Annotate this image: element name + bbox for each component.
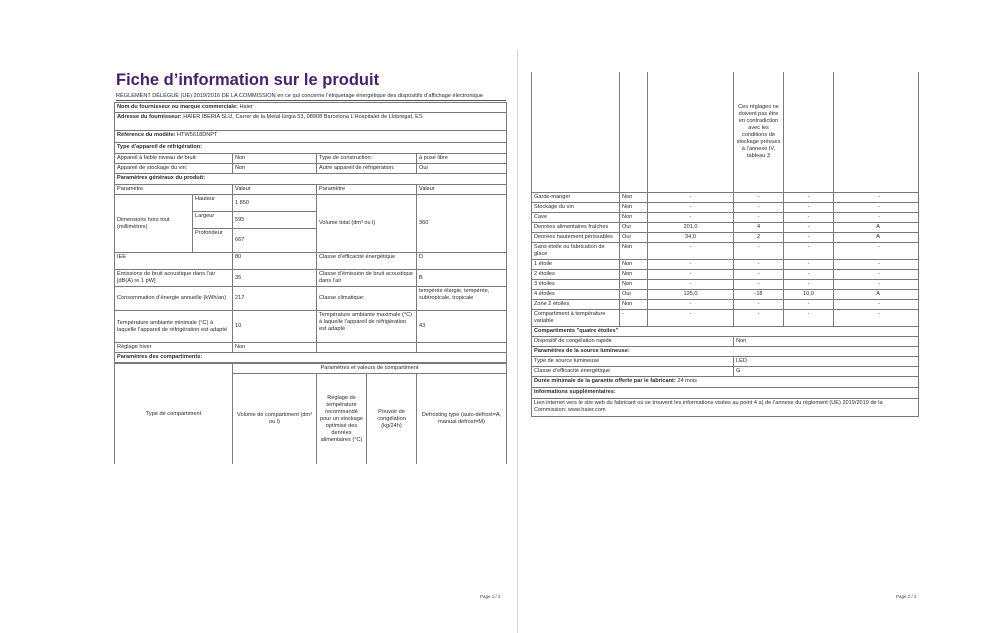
document-title: Fiche d’information sur le produit [116,71,380,89]
light-type-label: Type de source lumineuse [532,357,734,367]
winter-label: Réglage hiver [115,343,233,353]
compartment-temp-cell: - [734,280,784,290]
fast-freeze-label: Dispositif de congélation rapide [532,337,734,347]
eei-row [115,253,507,270]
low-noise-label: Appareil à faible niveau de bruit: [115,154,233,164]
compartment-row [532,280,919,290]
page-divider [517,50,518,633]
compartment-present-cell: Non [620,260,648,270]
compartment-temp-cell: - [734,300,784,310]
compartment-freeze-cell: - [784,243,834,260]
climate-value: tempérée élargie, tempérée, subtropicale, tropicale [417,287,507,311]
compartment-defrost-cell: - [834,280,919,290]
energy-class-value: D [417,253,507,270]
compartment-defrost-cell: - [834,243,919,260]
compartment-volume-cell: - [648,260,734,270]
compartment-row [532,260,919,270]
compartment-present-cell: - [620,310,648,327]
page-number-1: Page 1 / 2 [480,594,501,599]
comp-type-header: Type de compartiment [115,364,233,465]
compartment-row [532,193,919,203]
compartment-defrost-cell: A [834,233,919,243]
compartment-defrost-cell: - [834,213,919,223]
comp-temp-header: Réglage de température recommandé pour un stockage optimisé des denrées alimentaires (°C) [317,374,367,465]
compartment-values-table [531,72,919,327]
compartment-freeze-cell: 10,0 [784,290,834,300]
compartment-volume-cell: 201,0 [648,223,734,233]
model-label: Référence du modèle: [117,132,176,138]
compartment-temp-cell: - [734,310,784,327]
total-volume-value: 360 [417,195,507,253]
compartment-freeze-cell: - [784,270,834,280]
width-label: Largeur [193,212,233,229]
other-label: Autre appareil de réfrigération: [317,164,417,174]
supplier-value: Haier [239,104,253,110]
compartment-name-cell: 4 étoiles [532,290,620,300]
light-class-value: G [734,367,919,377]
total-volume-label: Volume total (dm³ ou l) [317,195,417,253]
supplier-row [115,103,507,113]
compartment-freeze-cell: - [784,260,834,270]
general-heading-row [115,174,507,185]
compartment-defrost-cell: - [834,300,919,310]
temperature-row [115,311,507,343]
model-value: HTW5618DNPT [177,132,218,138]
compartment-present-cell: Non [620,300,648,310]
compartment-freeze-cell: - [784,310,834,327]
compartment-volume-cell: - [648,300,734,310]
compartment-defrost-cell: - [834,270,919,280]
compartment-freeze-cell: - [784,213,834,223]
wine-label: Appareil de stockage du vin: [115,164,233,174]
compartment-defrost-cell: - [834,193,919,203]
compartment-present-cell: Non [620,193,648,203]
eei-label: IEE [115,253,233,270]
compartment-temp-cell: - [734,243,784,260]
compartment-temp-cell: - [734,270,784,280]
construction-label: Type de construction: [317,154,417,164]
height-label: Hauteur [193,195,233,212]
compartment-name-cell: Zone 2 étoiles [532,300,620,310]
compartment-row [532,223,919,233]
wine-value: Non [233,164,317,174]
climate-label: Classe climatique: [317,287,417,311]
compartments-heading: Paramètres des compartiments: [115,353,507,363]
compartment-temp-cell: - [734,203,784,213]
compartment-freeze-cell: - [784,223,834,233]
product-info-table [114,102,507,363]
compartment-row [532,300,919,310]
compartment-temp-cell: 2 [734,233,784,243]
winter-row [115,343,507,353]
depth-label: Profondeur [193,229,233,253]
compartment-temp-cell: - [734,213,784,223]
wine-row [115,164,507,174]
eei-value: 80 [233,253,317,270]
compartment-freeze-cell: - [784,193,834,203]
compartment-temp-cell: - [734,193,784,203]
compartment-volume-cell: - [648,270,734,280]
compartment-defrost-cell: - [834,260,919,270]
compartment-row [532,203,919,213]
regulation-subtitle: RÈGLEMENT DÉLÉGUÉ (UE) 2019/2016 DE LA COMMISSION en ce qui concerne l’étiquetage énergétique des dispositifs d’affichage électronique [116,92,506,101]
max-temp-value: 43 [417,311,507,343]
noise-class-label: Classe d’émission de bruit acoustique dans l’air [317,270,417,287]
compartment-name-cell: Sans étoile ou fabrication de glace [532,243,620,260]
noise-class-value: B [417,270,507,287]
compartment-row [532,233,919,243]
comp-defrost-header: Defrosting type (auto-defrost=A, manual defrost=M) [417,374,507,465]
height-value: 1 850 [233,195,317,212]
max-temp-label: Température ambiante maximale (°C) à laquelle l’appareil de réfrigération est adapté [317,311,417,343]
compartment-temp-cell: -18 [734,290,784,300]
width-value: 595 [233,212,317,229]
comp-volume-header: Volume de compartiment (dm³ ou l) [233,374,317,465]
compartment-present-cell: Non [620,213,648,223]
compartment-defrost-cell: A [834,223,919,233]
compartment-volume-cell: 125,0 [648,290,734,300]
document-page-2 [531,72,918,417]
compartment-freeze-cell: - [784,203,834,213]
appliance-type-heading: Type d’appareil de réfrigération: [115,143,507,154]
compartment-name-cell: Garde-manger [532,193,620,203]
fast-freeze-value: Non [734,337,919,347]
construction-value: à pose libre [417,154,507,164]
address-label: Adresse du fournisseur: [117,114,182,120]
compartment-volume-cell: - [648,280,734,290]
compartment-volume-cell: - [648,213,734,223]
consumption-row [115,287,507,311]
compartment-name-cell: Denrées hautement périssables [532,233,620,243]
noise-row [115,270,507,287]
compartment-present-cell: Oui [620,290,648,300]
compartment-freeze-cell: - [784,300,834,310]
depth-value: 667 [233,229,317,253]
compartment-present-cell: Non [620,270,648,280]
continued-header-row [532,72,919,193]
additional-text: Lien internet vers le site web du fabricant où se trouvent les informations visées au point 4 a) de l’annexe du règlement (UE) 2019/2019 de la Commission: www.haier.com [532,399,919,417]
compartment-volume-cell: - [648,310,734,327]
compartment-present-cell: Non [620,280,648,290]
col-param-1: Paramètre [115,185,233,195]
appliance-type-heading-row [115,143,507,154]
light-type-value: LED [734,357,919,367]
compartment-row [532,290,919,300]
compartment-row [532,243,919,260]
compartment-name-cell: Cave [532,213,620,223]
min-temp-label: Température ambiante minimale (°C) à laquelle l’appareil de réfrigération est adapté [115,311,233,343]
four-star-heading: Compartiments "quatre étoiles" [532,327,919,337]
compartment-present-cell: Non [620,203,648,213]
min-temp-value: 10 [233,311,317,343]
compartment-name-cell: 2 étoiles [532,270,620,280]
extra-info-table [531,327,919,417]
supplier-label: Nom du fournisseur ou marque commerciale: [117,104,238,110]
compartment-volume-cell: - [648,193,734,203]
consumption-value: 217 [233,287,317,311]
compartment-rows [532,193,919,327]
comp-group-header: Paramètres et valeurs de compartiment [233,364,507,374]
compartment-freeze-cell: - [784,280,834,290]
compartment-row [532,213,919,223]
warranty-value: 24 mois [677,378,697,384]
general-heading: Paramètres généraux du produit: [115,174,507,185]
compartment-defrost-cell: - [834,310,919,327]
compartment-freeze-cell: - [784,233,834,243]
general-columns-row [115,185,507,195]
low-noise-row [115,154,507,164]
compartment-name-cell: 3 étoiles [532,280,620,290]
compartment-name-cell: Compartiment à température variable [532,310,620,327]
compartment-temp-cell: 4 [734,223,784,233]
compartment-name-cell: 1 étoile [532,260,620,270]
compartment-name-cell: Stockage du vin [532,203,620,213]
compartment-volume-cell: - [648,203,734,213]
consumption-label: Consommation d’énergie annuelle (kWh/an) [115,287,233,311]
address-row [115,113,507,131]
compartment-defrost-cell: - [834,203,919,213]
low-noise-value: Non [233,154,317,164]
storage-conditions-note: Ces réglages ne doivent pas être en contradiction avec les conditions de stockage prévues à l’annexe IV, tableau 3 [734,72,784,193]
compartment-temp-cell: - [734,260,784,270]
compartment-name-cell: Denrées alimentaires fraîches [532,223,620,233]
page-number-2: Page 2 / 2 [896,594,917,599]
col-param-2: Paramètre [317,185,417,195]
document-page-1 [114,70,506,464]
noise-value: 35 [233,270,317,287]
light-heading: Paramètres de la source lumineuse: [532,347,919,357]
dimensions-label: Dimensions hors tout (millimètres) [115,195,193,253]
compartment-volume-cell: 34,0 [648,233,734,243]
additional-heading: Informations supplémentaires: [532,388,919,399]
compartment-present-cell: Oui [620,233,648,243]
warranty-label: Durée minimale de la garantie offerte par le fabricant: [534,378,676,384]
height-row [115,195,507,212]
compartment-present-cell: Oui [620,223,648,233]
compartment-row [532,310,919,327]
compartment-header-table [114,363,507,464]
noise-label: Émissions de bruit acoustique dans l’air [dB(A) re 1 pW] [115,270,233,287]
energy-class-label: Classe d’efficacité énergétique [317,253,417,270]
compartment-volume-cell: - [648,243,734,260]
winter-value: Non [233,343,317,353]
model-row [115,131,507,143]
other-value: Oui [417,164,507,174]
col-value-1: Valeur [233,185,317,195]
compartment-present-cell: Non [620,243,648,260]
compartments-heading-row [115,353,507,363]
compartment-row [532,270,919,280]
address-value: HAIER IBERIA SLU, Carrer de la Metal·lúrgia 53, 08908 Barcelona L’Hospitalet de Llobregat, ES [183,114,423,120]
comp-freeze-header: Pouvoir de congélation (kg/24h) [367,374,417,465]
col-value-2: Valeur [417,185,507,195]
compartment-defrost-cell: A [834,290,919,300]
light-class-label: Classe d’efficacité énergétique [532,367,734,377]
